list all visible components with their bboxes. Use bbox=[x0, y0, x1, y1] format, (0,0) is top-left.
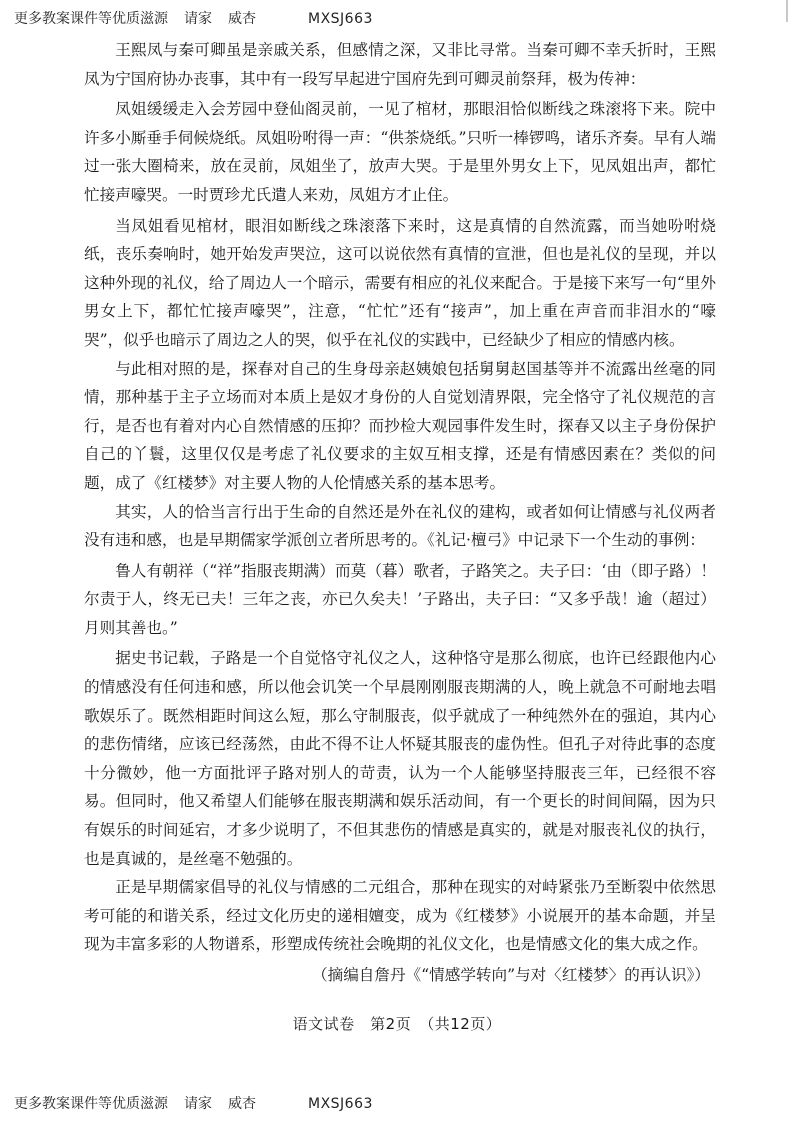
paragraph-tanchun: 与此相对照的是，探春对自己的生身母亲赵姨娘包括舅舅赵国基等并不流露出丝毫的同情，那种基于主子立场而对本质上是奴才身份的人自觉划清界限，完全恪守了礼仪规范的言行，是否也有着对内心自然情感的压抑？而抄检大观园事件发生时，探春又以主子身份保护自己的丫鬟，这里仅仅是考虑了礼仪要求的主奴互相支撑，还是有情感因素在？类似的问题，成了《红楼梦》对主要人物的人伦情感关系的基本思考。 bbox=[84, 359, 716, 492]
footer-promo-text: 更多教案课件等优质滋源 bbox=[14, 1096, 168, 1112]
source-citation: （摘编自詹丹《“情感学转向”与对〈红楼梦〉的再认识》） bbox=[312, 966, 710, 984]
watermark-footer bbox=[14, 1093, 373, 1113]
paragraph-zilu: 据史书记载，子路是一个自觉恪守礼仪之人，这种恪守是那么彻底，也许已经跟他内心的情感没有任何违和感，所以他会讥笑一个早晨刚刚服丧期满的人，晚上就急不可耐地去唱歌娱乐了。既然相距时间这么短，那么守制服丧，似乎就成了一种纯然外在的强迫，其内心的悲伤情绪，应该已经荡然，由此不得不让人怀疑其服丧的虚伪性。但孔子对待此事的态度十分微妙，他一方面批评子路对别人的苛责，认为一个人能够坚持服丧三年，已经很不容易。但同时，他又希望人们能够在服丧期满和娱乐活动间，有一个更长的时间间隔，因为只有娱乐的时间延宕，才多少说明了，不但其悲伤的情感是真实的，就是对服丧礼仪的执行，也是真诚的，是丝毫不勉强的。 bbox=[84, 649, 716, 868]
paragraph-intro: 王熙凤与秦可卿虽是亲戚关系，但感情之深，又非比寻常。当秦可卿不幸夭折时，王熙凤为宁国府协办丧事，其中有一段写早起进宁国府先到可卿灵前祭拜，极为传神： bbox=[84, 41, 716, 88]
footer-contact-label: 请家 bbox=[184, 1096, 212, 1112]
footer-contact-name: 威杏 bbox=[228, 1096, 256, 1112]
header-contact-name: 威杏 bbox=[228, 11, 256, 27]
paragraph-quote-liji: 鲁人有朝祥（“祥”指服丧期满）而莫（暮）歌者，子路笑之。夫子曰：‘由（即子路）！尔责于人，终无已夫！三年之丧，亦已久矣夫！’子路出，夫子曰：“又多乎哉！逾（超过）月则其善也。” bbox=[84, 561, 716, 637]
paragraph-quote-fengjie: 凤姐缓缓走入会芳园中登仙阁灵前，一见了棺材，那眼泪恰似断线之珠滚将下来。院中许多小厮垂手伺候烧纸。凤姐吩咐得一声：“供茶烧纸。”只听一棒锣鸣，诸乐齐奏。早有人端过一张大圈椅来，放在灵前，凤姐坐了，放声大哭。于是里外男女上下，见凤姐出声，都忙忙接声嚎哭。一时贾珍尤氏遣人来劝，凤姐方才止住。 bbox=[84, 100, 716, 204]
page-number-footer: 语文试卷 第2页 （共12页） bbox=[292, 1015, 502, 1033]
watermark-header bbox=[14, 8, 373, 28]
paragraph-confucian-intro: 其实，人的恰当言行出于生命的自然还是外在礼仪的建构，或者如何让情感与礼仪两者没有违和感，也是早期儒家学派创立者所思考的。《礼记·檀弓》中记录下一个生动的事例： bbox=[84, 502, 716, 550]
scan-edge-mark bbox=[786, 0, 794, 22]
paragraph-analysis-fengjie: 当凤姐看见棺材，眼泪如断线之珠滚落下来时，这是真情的自然流露，而当她吩咐烧纸，丧乐奏响时，她开始发声哭泣，这可以说依然有真情的宣泄，但也是礼仪的呈现，并以这种外现的礼仪，给了周边人一个暗示，需要有相应的礼仪来配合。于是接下来写一句“里外男女上下，都忙忙接声嚎哭”，注意，“忙忙”还有“接声”，加上重在声音而非泪水的“嚎哭”，似乎也暗示了周边之人的哭，似乎在礼仪的实践中，已经缺少了相应的情感内核。 bbox=[84, 216, 716, 349]
header-contact-label: 请家 bbox=[184, 11, 212, 27]
paragraph-conclusion: 正是早期儒家倡导的礼仪与情感的二元组合，那种在现实的对峙紧张乃至断裂中依然思考可能的和谐关系，经过文化历史的递相嬗变，成为《红楼梦》小说展开的基本命题，并呈现为丰富多彩的人物谱系，形塑成传统社会晚期的礼仪文化，也是情感文化的集大成之作。 bbox=[84, 878, 716, 954]
article-body bbox=[84, 36, 716, 990]
header-code: MXSJ663 bbox=[308, 11, 373, 27]
footer-code: MXSJ663 bbox=[308, 1096, 373, 1112]
header-promo-text: 更多教案课件等优质滋源 bbox=[14, 11, 168, 27]
